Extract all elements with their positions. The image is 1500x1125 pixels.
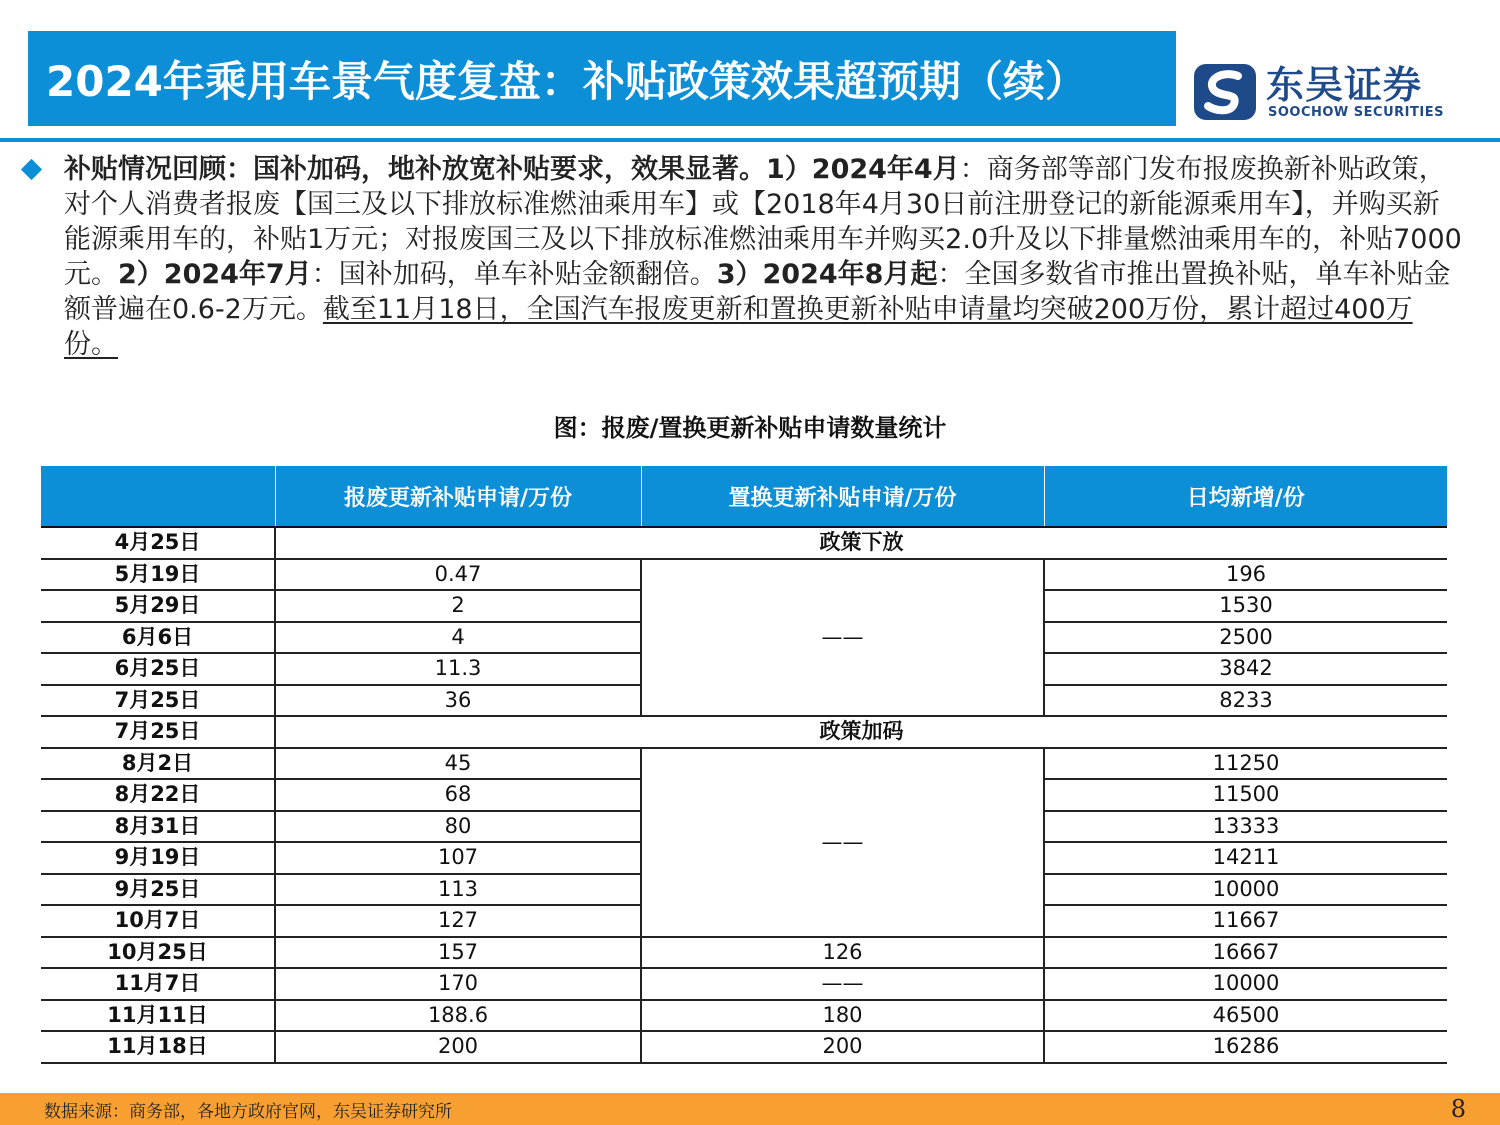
page-number: 8 xyxy=(1450,1095,1466,1123)
summary-highlight: 截至11月18日，全国汽车报废更新和置换更新补贴申请量均突破200万份，累计超过400万份。 xyxy=(64,294,1413,360)
row-scrap: 170 xyxy=(275,968,641,1000)
phase-date: 7月25日 xyxy=(41,716,275,748)
summary-point-3-text: ：全国多数省市推出置换补贴，单车补贴金额普遍在0.6-2万元。 xyxy=(64,259,1451,325)
table-row xyxy=(41,968,1447,1000)
header-date xyxy=(41,466,275,527)
row-replacement-dash: —— xyxy=(641,748,1044,937)
summary-paragraph xyxy=(64,152,1464,362)
phase-date: 4月25日 xyxy=(41,527,275,559)
summary-lead: 补贴情况回顾：国补加码，地补放宽补贴要求，效果显著。 xyxy=(64,154,766,185)
row-daily: 16286 xyxy=(1044,1031,1447,1063)
summary-point-2-label: 2）2024年7月 xyxy=(118,259,312,290)
row-scrap: 45 xyxy=(275,748,641,780)
row-scrap: 80 xyxy=(275,811,641,843)
row-scrap: 113 xyxy=(275,874,641,906)
row-daily: 10000 xyxy=(1044,874,1447,906)
row-date: 10月25日 xyxy=(41,937,275,969)
logo-chinese-name: 东吴证券 xyxy=(1266,63,1423,107)
row-date: 10月7日 xyxy=(41,905,275,937)
row-daily: 11667 xyxy=(1044,905,1447,937)
row-daily: 10000 xyxy=(1044,968,1447,1000)
row-scrap: 127 xyxy=(275,905,641,937)
table-row xyxy=(41,937,1447,969)
row-scrap: 68 xyxy=(275,779,641,811)
row-replacement: 126 xyxy=(641,937,1044,969)
phase-label: 政策加码 xyxy=(275,716,1447,748)
row-scrap: 36 xyxy=(275,685,641,717)
table-row xyxy=(41,559,1447,591)
row-date: 8月31日 xyxy=(41,811,275,843)
phase-label: 政策下放 xyxy=(275,527,1447,559)
row-daily: 13333 xyxy=(1044,811,1447,843)
title-divider xyxy=(0,138,1500,142)
table-header-row xyxy=(41,466,1447,527)
title-bar xyxy=(28,31,1176,126)
row-date: 5月19日 xyxy=(41,559,275,591)
row-daily: 46500 xyxy=(1044,1000,1447,1032)
header-replacement-applications: 置换更新补贴申请/万份 xyxy=(641,466,1044,527)
row-replacement: 180 xyxy=(641,1000,1044,1032)
table-row xyxy=(41,1031,1447,1063)
row-date: 8月2日 xyxy=(41,748,275,780)
row-daily: 16667 xyxy=(1044,937,1447,969)
row-date: 7月25日 xyxy=(41,685,275,717)
summary-point-2-text: ：国补加码，单车补贴金额翻倍。 xyxy=(311,259,717,290)
row-daily: 11500 xyxy=(1044,779,1447,811)
footer-bar xyxy=(0,1093,1500,1125)
row-daily: 2500 xyxy=(1044,622,1447,654)
row-replacement: 200 xyxy=(641,1031,1044,1063)
row-date: 11月7日 xyxy=(41,968,275,1000)
phase-row xyxy=(41,716,1447,748)
row-scrap: 4 xyxy=(275,622,641,654)
row-date: 6月25日 xyxy=(41,653,275,685)
row-scrap: 107 xyxy=(275,842,641,874)
soochow-logo-icon xyxy=(1192,62,1258,122)
row-daily: 196 xyxy=(1044,559,1447,591)
row-daily: 1530 xyxy=(1044,590,1447,622)
bullet-diamond-icon xyxy=(21,159,42,180)
table-row xyxy=(41,748,1447,780)
row-date: 11月18日 xyxy=(41,1031,275,1063)
summary-point-1-text: ：商务部等部门发布报废换新补贴政策，对个人消费者报废【国三及以下排放标准燃油乘用车】或【2018年4月30日前注册登记的新能源乘用车】，并购买新能源乘用车的，补贴1万元；对报废国三及以下排放标准燃油乘用车并购买2.0升及以下排量燃油乘用车的，补贴7000元。 xyxy=(64,154,1462,290)
table-row xyxy=(41,1000,1447,1032)
summary-point-1-label: 1）2024年4月 xyxy=(766,154,960,185)
row-date: 9月19日 xyxy=(41,842,275,874)
phase-row xyxy=(41,527,1447,559)
row-scrap: 2 xyxy=(275,590,641,622)
row-scrap: 157 xyxy=(275,937,641,969)
row-date: 8月22日 xyxy=(41,779,275,811)
row-scrap: 11.3 xyxy=(275,653,641,685)
company-logo xyxy=(1192,58,1444,128)
data-source-note: 数据来源：商务部，各地方政府官网，东吴证券研究所 xyxy=(44,1102,452,1122)
row-date: 6月6日 xyxy=(41,622,275,654)
row-scrap: 0.47 xyxy=(275,559,641,591)
row-daily: 11250 xyxy=(1044,748,1447,780)
subsidy-applications-table xyxy=(41,466,1447,1064)
row-date: 11月11日 xyxy=(41,1000,275,1032)
header-scrap-applications: 报废更新补贴申请/万份 xyxy=(275,466,641,527)
header-daily-increase: 日均新增/份 xyxy=(1044,466,1447,527)
page-title: 2024年乘用车景气度复盘：补贴政策效果超预期（续） xyxy=(46,56,1087,106)
row-daily: 3842 xyxy=(1044,653,1447,685)
row-replacement: —— xyxy=(641,968,1044,1000)
row-daily: 14211 xyxy=(1044,842,1447,874)
row-scrap: 200 xyxy=(275,1031,641,1063)
row-daily: 8233 xyxy=(1044,685,1447,717)
row-scrap: 188.6 xyxy=(275,1000,641,1032)
row-date: 9月25日 xyxy=(41,874,275,906)
summary-point-3-label: 3）2024年8月起 xyxy=(716,259,938,290)
table-caption: 图：报废/置换更新补贴申请数量统计 xyxy=(553,414,947,442)
logo-english-name: SOOCHOW SECURITIES xyxy=(1268,105,1444,120)
row-date: 5月29日 xyxy=(41,590,275,622)
row-replacement-dash: —— xyxy=(641,559,1044,717)
